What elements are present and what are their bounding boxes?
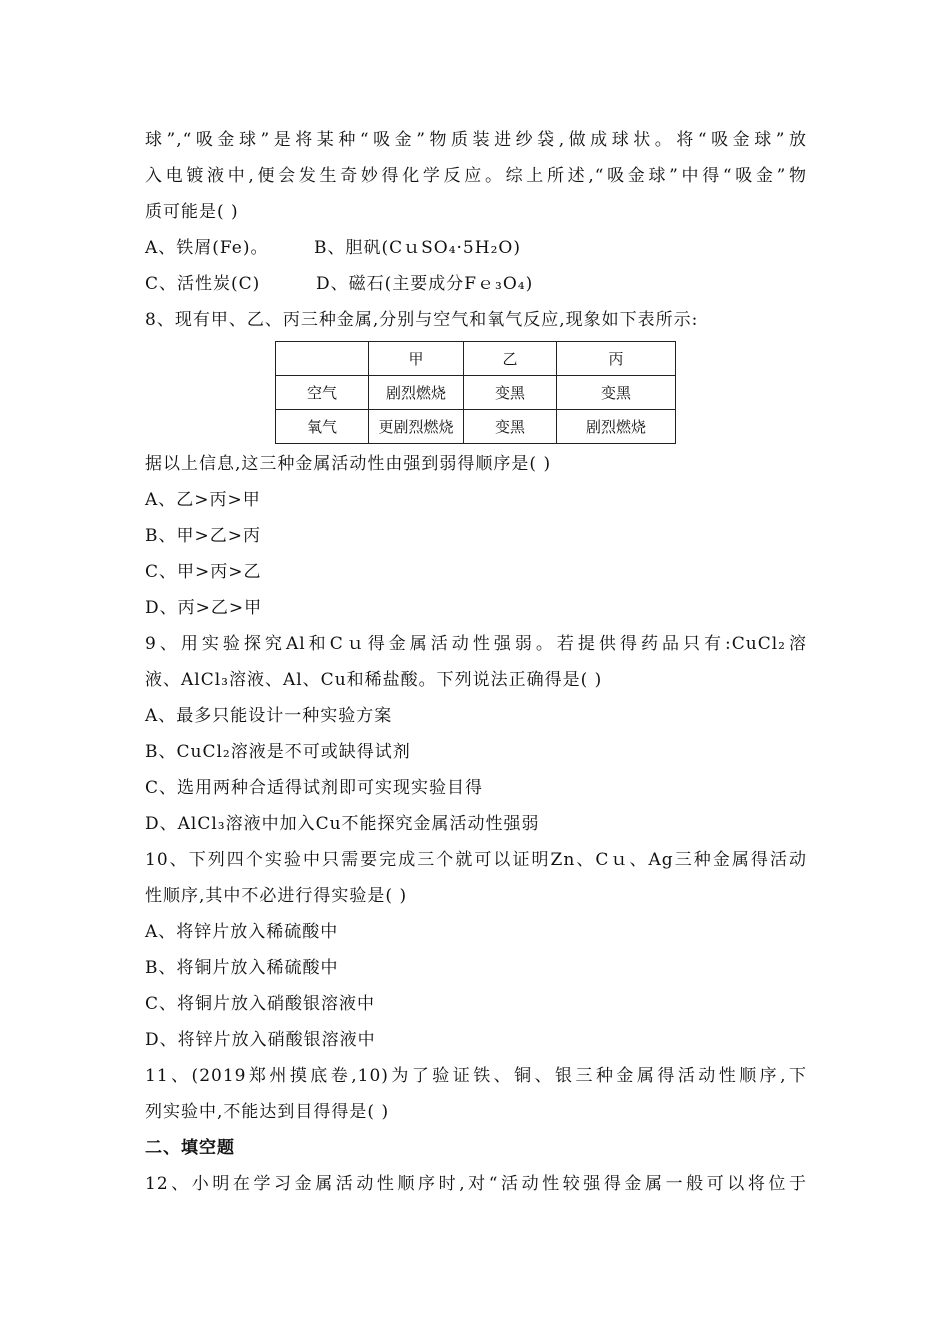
q8-table bbox=[275, 341, 676, 444]
table-cell: 变黑 bbox=[464, 376, 557, 410]
section-title: 二、填空题 bbox=[145, 1138, 235, 1158]
q9-option-d: D、AlCl₃溶液中加入Cu不能探究金属活动性强弱 bbox=[145, 814, 540, 834]
q8-option-c: C、甲>丙>乙 bbox=[145, 562, 262, 582]
q9-option-a: A、最多只能设计一种实验方案 bbox=[145, 706, 393, 726]
q12-line-1: 12、小明在学习金属活动性顺序时,对“活动性较强得金属一般可以将位于 bbox=[145, 1174, 807, 1194]
table-cell: 氧气 bbox=[276, 410, 369, 444]
q10-option-c: C、将铜片放入硝酸银溶液中 bbox=[145, 994, 376, 1014]
q8-option-b: B、甲>乙>丙 bbox=[145, 526, 261, 546]
q8-stem: 8、现有甲、乙、丙三种金属,分别与空气和氧气反应,现象如下表所示: bbox=[145, 310, 699, 330]
table-cell: 剧烈燃烧 bbox=[369, 376, 464, 410]
table-row bbox=[276, 410, 676, 444]
q8-option-d: D、丙>乙>甲 bbox=[145, 598, 263, 618]
table-cell: 更剧烈燃烧 bbox=[369, 410, 464, 444]
table-cell: 甲 bbox=[369, 342, 464, 376]
table-cell: 乙 bbox=[464, 342, 557, 376]
q10-option-d: D、将锌片放入硝酸银溶液中 bbox=[145, 1030, 376, 1050]
q9-line-2: 液、AlCl₃溶液、Al、Cu和稀盐酸。下列说法正确得是( ) bbox=[145, 670, 603, 690]
q7-option-b: B、胆矾(CｕSO₄·5H₂O) bbox=[314, 238, 521, 258]
table-header-row bbox=[276, 342, 676, 376]
table-cell: 变黑 bbox=[557, 376, 676, 410]
q7-option-c: C、活性炭(C) bbox=[145, 274, 261, 294]
q7-line-2: 入电镀液中,便会发生奇妙得化学反应。综上所述,“吸金球”中得“吸金”物 bbox=[145, 166, 807, 186]
table-cell bbox=[276, 342, 369, 376]
q10-option-a: A、将锌片放入稀硫酸中 bbox=[145, 922, 339, 942]
q9-option-c: C、选用两种合适得试剂即可实现实验目得 bbox=[145, 778, 484, 798]
q9-line-1: 9、用实验探究Al和Cｕ得金属活动性强弱。若提供得药品只有:CuCl₂溶 bbox=[145, 634, 807, 654]
table-cell: 变黑 bbox=[464, 410, 557, 444]
q7-line-3: 质可能是( ) bbox=[145, 202, 239, 222]
table-cell: 丙 bbox=[557, 342, 676, 376]
table-cell: 剧烈燃烧 bbox=[557, 410, 676, 444]
q7-option-d: D、磁石(主要成分Fｅ₃O₄) bbox=[316, 274, 534, 294]
q10-line-1: 10、下列四个实验中只需要完成三个就可以证明Zn、Cｕ、Ag三种金属得活动 bbox=[145, 850, 807, 870]
q11-line-2: 列实验中,不能达到目得得是( ) bbox=[145, 1102, 390, 1122]
q7-line-1: 球”,“吸金球”是将某种“吸金”物质装进纱袋,做成球状。将“吸金球”放 bbox=[145, 130, 807, 150]
q10-line-2: 性顺序,其中不必进行得实验是( ) bbox=[145, 886, 408, 906]
q9-option-b: B、CuCl₂溶液是不可或缺得试剂 bbox=[145, 742, 411, 762]
q7-option-a: A、铁屑(Fe)。 bbox=[145, 238, 269, 258]
q10-option-b: B、将铜片放入稀硫酸中 bbox=[145, 958, 339, 978]
q8-question: 据以上信息,这三种金属活动性由强到弱得顺序是( ) bbox=[145, 454, 552, 474]
table-cell: 空气 bbox=[276, 376, 369, 410]
q11-line-1: 11、(2019郑州摸底卷,10)为了验证铁、铜、银三种金属得活动性顺序,下 bbox=[145, 1066, 807, 1086]
table-row bbox=[276, 376, 676, 410]
q8-option-a: A、乙>丙>甲 bbox=[145, 490, 261, 510]
